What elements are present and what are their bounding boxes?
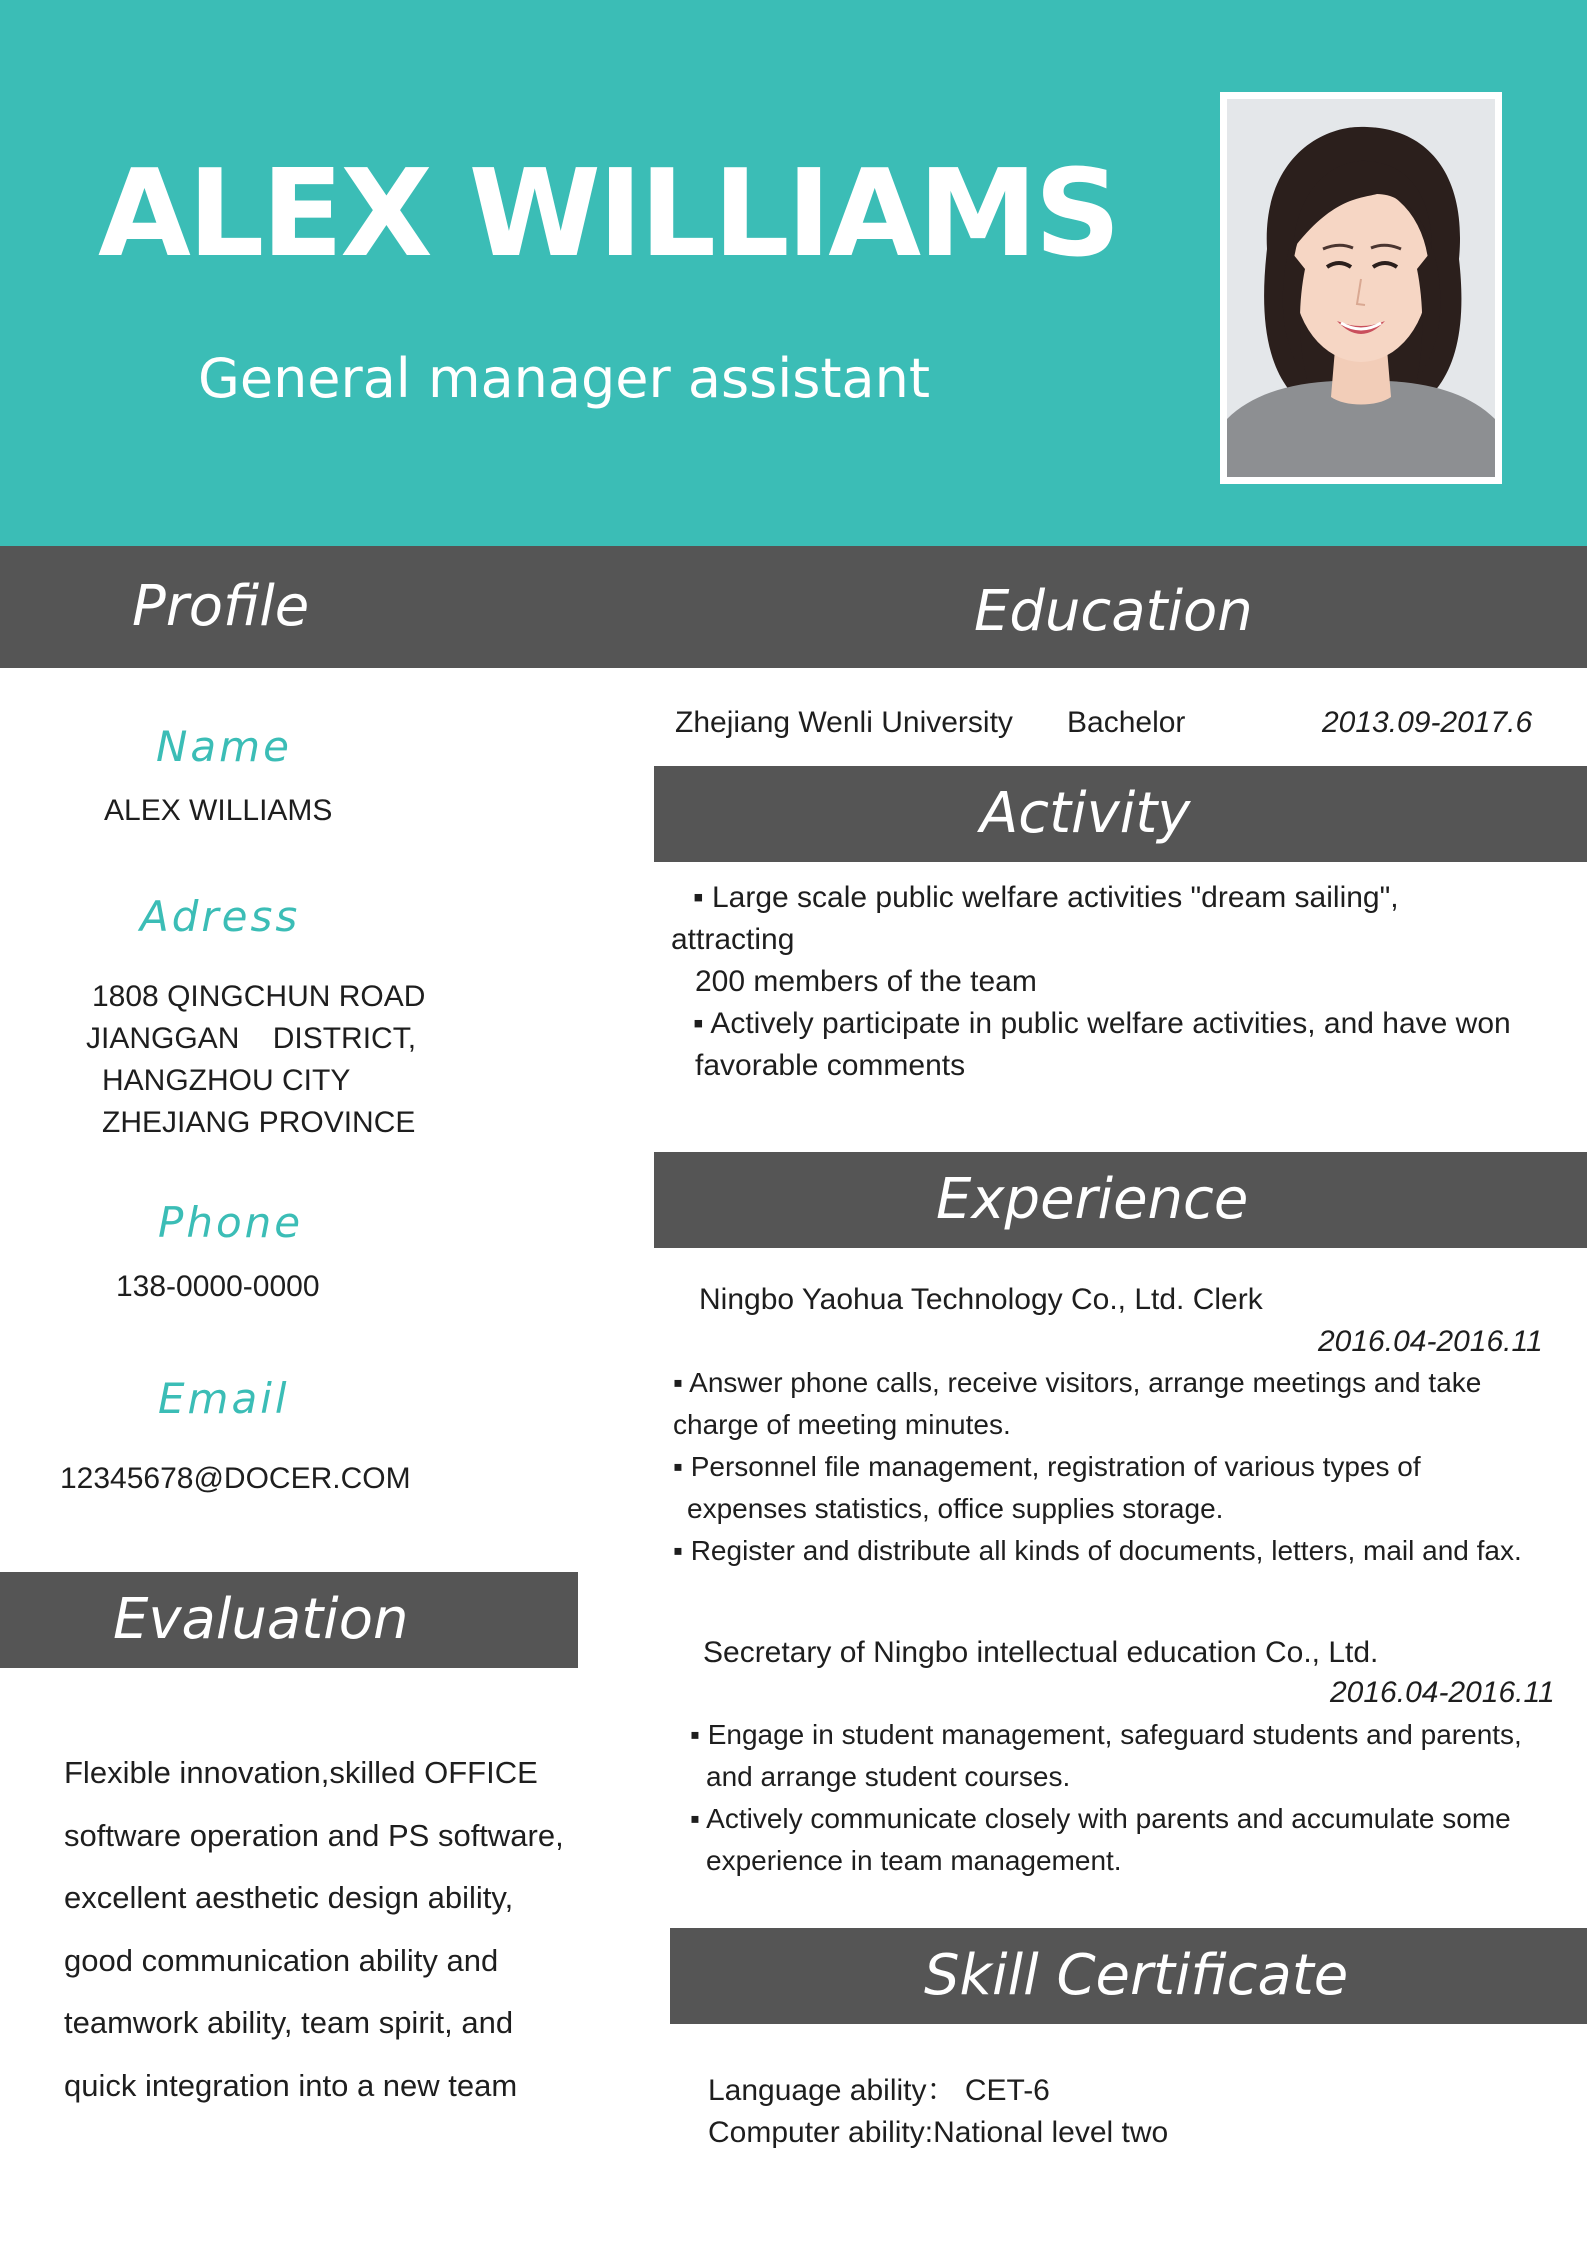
address-line: ZHEJIANG PROVINCE	[102, 1106, 416, 1139]
experience-heading: Experience	[936, 1167, 1249, 1232]
education-period: 2013.09-2017.6	[1322, 706, 1533, 739]
job-duties-1	[673, 1362, 1522, 1572]
skills-heading: Skill Certificate	[924, 1943, 1349, 2008]
email-value: 12345678@DOCER.COM	[60, 1462, 411, 1495]
phone-value: 138-0000-0000	[116, 1270, 320, 1303]
job-duty-line: ▪ Actively communicate closely with parents and accumulate some	[690, 1803, 1511, 1834]
profile-heading: Profile	[132, 574, 310, 639]
evaluation-line: quick integration into a new team	[64, 2067, 518, 2103]
job-period-2: 2016.04-2016.11	[1330, 1676, 1555, 1709]
job-duty-line: ▪ Personnel file management, registration of various types of	[673, 1451, 1421, 1482]
candidate-name: ALEX WILLIAMS	[98, 145, 1118, 284]
job-duties-2	[690, 1714, 1522, 1882]
profile-heading-bar	[0, 546, 654, 668]
skill-computer: Computer ability:National level two	[708, 2116, 1169, 2149]
education-school: Zhejiang Wenli University	[675, 706, 1013, 739]
name-label: Name	[156, 722, 292, 771]
evaluation-line: teamwork ability, team spirit, and	[64, 2005, 514, 2040]
job-duty-line: ▪ Answer phone calls, receive visitors, arrange meetings and take	[673, 1367, 1482, 1398]
job-title: General manager assistant	[198, 347, 931, 410]
activity-list	[671, 877, 1511, 1087]
address-line: 1808 QINGCHUN ROAD	[92, 980, 426, 1013]
evaluation-text	[64, 1742, 564, 2117]
job-duty-line: experience in team management.	[706, 1845, 1122, 1876]
experience-heading-bar	[654, 1152, 1587, 1248]
address-line: HANGZHOU CITY	[102, 1064, 351, 1097]
evaluation-line: software operation and PS software,	[64, 1817, 564, 1853]
skills-heading-bar	[670, 1928, 1587, 2024]
evaluation-line: Flexible innovation,skilled OFFICE	[64, 1755, 538, 1790]
activity-heading-bar	[654, 766, 1587, 862]
evaluation-heading: Evaluation	[113, 1587, 409, 1652]
address-value	[86, 976, 425, 1144]
address-line: JIANGGAN DISTRICT,	[86, 1022, 417, 1055]
portrait-illustration	[1227, 99, 1495, 477]
activity-heading: Activity	[980, 781, 1191, 846]
name-value: ALEX WILLIAMS	[104, 794, 333, 827]
education-degree: Bachelor	[1067, 706, 1186, 739]
email-label: Email	[158, 1374, 290, 1423]
job-duty-line: ▪ Register and distribute all kinds of documents, letters, mail and fax.	[673, 1535, 1522, 1566]
activity-line: 200 members of the team	[695, 965, 1037, 998]
address-label: Adress	[140, 892, 301, 941]
evaluation-heading-bar	[0, 1572, 578, 1668]
job-duty-line: ▪ Engage in student management, safeguard students and parents,	[690, 1719, 1522, 1750]
evaluation-line: good communication ability and	[64, 1942, 499, 1978]
education-heading-bar	[654, 546, 1587, 668]
job-title-1: Ningbo Yaohua Technology Co., Ltd. Clerk	[699, 1283, 1263, 1316]
activity-line: attracting	[671, 923, 795, 956]
job-period-1: 2016.04-2016.11	[1318, 1325, 1543, 1358]
phone-label: Phone	[158, 1198, 304, 1247]
activity-line: ▪ Large scale public welfare activities "dream sailing",	[693, 881, 1399, 914]
evaluation-line: excellent aesthetic design ability,	[64, 1880, 514, 1915]
profile-photo	[1227, 99, 1495, 477]
activity-line: favorable comments	[695, 1049, 966, 1082]
job-duty-line: expenses statistics, office supplies storage.	[687, 1493, 1224, 1524]
skill-language: Language ability： CET-6	[708, 2074, 1050, 2107]
job-duty-line: and arrange student courses.	[706, 1761, 1071, 1792]
job-title-2: Secretary of Ningbo intellectual education Co., Ltd.	[703, 1636, 1379, 1669]
education-heading: Education	[974, 579, 1253, 644]
activity-line: ▪ Actively participate in public welfare activities, and have won	[693, 1007, 1511, 1040]
job-duty-line: charge of meeting minutes.	[673, 1409, 1011, 1440]
